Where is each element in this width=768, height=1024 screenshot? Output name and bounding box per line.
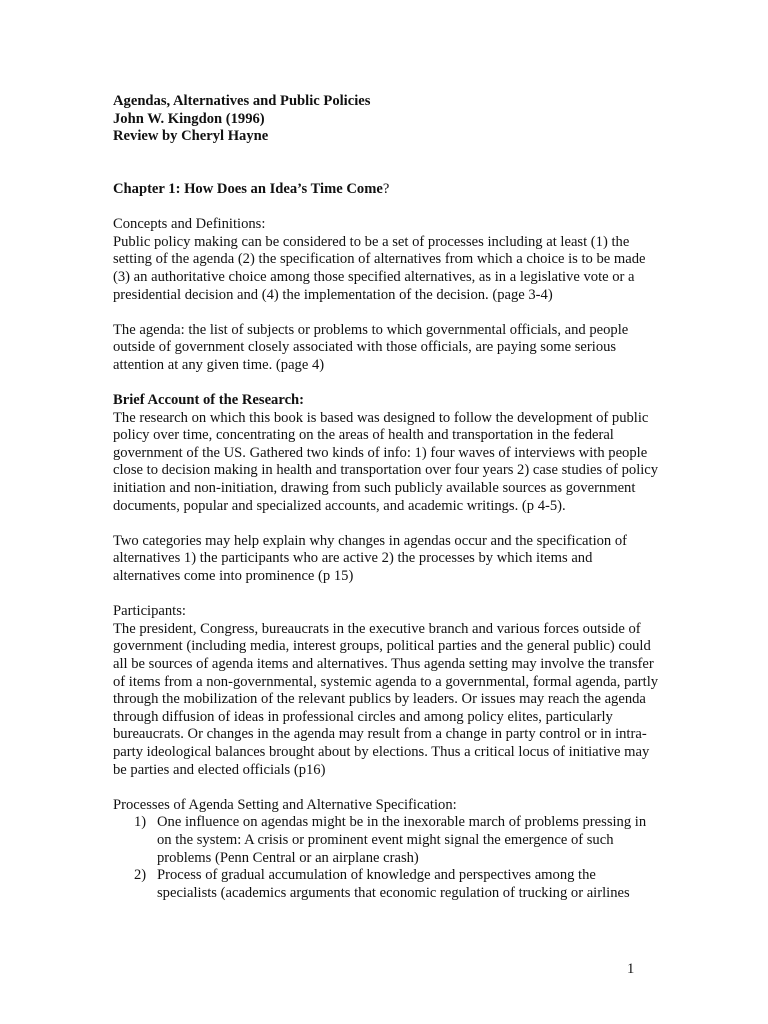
concepts-paragraph-2: The agenda: the list of subjects or problems to which governmental officials, and people outside of government closely associated with those officials, are paying some serious attention at any given time. (page 4) bbox=[113, 321, 629, 373]
research-paragraph-1: The research on which this book is based was designed to follow the development of public policy over time, concentrating on the areas of health and transportation in the federal government of the US. Gathered two kinds of info: 1) four waves of interviews with people close to decision making in health and transportation over four years 2) case studies of policy initiation and non-initiation, drawing from such publicly available sources as government documents, popular and specialized accounts, and academic writings. (p 4-5). bbox=[113, 409, 659, 514]
concepts-label: Concepts and Definitions: bbox=[113, 216, 266, 233]
spacer bbox=[113, 515, 659, 533]
chapter-heading-text: Chapter 1: How Does an Idea’s Time Come bbox=[113, 180, 383, 197]
list-item bbox=[113, 814, 659, 867]
title-block bbox=[113, 93, 659, 146]
chapter-heading-question-mark: ? bbox=[382, 180, 390, 197]
document-author: John W. Kingdon (1996) bbox=[113, 110, 265, 127]
spacer bbox=[113, 199, 659, 217]
list-item-number: 2) bbox=[134, 867, 147, 884]
processes-list bbox=[113, 814, 659, 902]
concepts-paragraph-1: Public policy making can be considered to be a set of processes including at least (1) the setting of the agenda (2) the specification of alternatives from which a choice is to be made (3) an authoritative choice among those specified alternatives, as in a legislative vote or a presidential decision and (4) the implementation of the decision. (page 3-4) bbox=[113, 233, 646, 303]
spacer bbox=[113, 163, 659, 181]
document-page bbox=[113, 93, 659, 902]
processes-label: Processes of Agenda Setting and Alternative Specification: bbox=[113, 796, 457, 813]
document-title: Agendas, Alternatives and Public Policies bbox=[113, 93, 371, 109]
participants-label: Participants: bbox=[113, 603, 186, 620]
list-item bbox=[113, 867, 659, 902]
spacer bbox=[113, 146, 659, 164]
spacer bbox=[113, 375, 659, 393]
spacer bbox=[113, 779, 659, 797]
participants-paragraph: The president, Congress, bureaucrats in the executive branch and various forces outside of government (including media, interest groups, political parties and the general public) could all be sources of agenda items and alternatives. Thus agenda setting may involve the transfer of items from a non-governmental, systemic agenda to a governmental, formal agenda, partly through the mobilization of the relevant publics by leaders. Or issues may reach the agenda through diffusion of ideas in professional circles and among policy elites, particularly bureaucrats. Or changes in the agenda may result from a change in party control or in intra-party ideological balances brought about by elections. Thus a critical locus of initiative may be parties and elected officials (p16) bbox=[113, 620, 659, 778]
page-number: 1 bbox=[627, 961, 635, 977]
chapter-heading bbox=[113, 181, 659, 199]
list-item-text: One influence on agendas might be in the inexorable march of problems pressing in on the system: A crisis or prominent event might signal the emergence of such problems (Penn Central or an airplane crash) bbox=[157, 814, 647, 866]
spacer bbox=[113, 304, 659, 322]
research-heading: Brief Account of the Research: bbox=[113, 392, 305, 409]
research-paragraph-2: Two categories may help explain why changes in agendas occur and the specification of alternatives 1) the participants who are active 2) the processes by which items and alternatives come into prominence (p 15) bbox=[113, 532, 628, 585]
list-item-text: Process of gradual accumulation of knowledge and perspectives among the specialists (academics arguments that economic regulation of trucking or airlines bbox=[157, 867, 630, 901]
spacer bbox=[113, 586, 659, 604]
list-item-number: 1) bbox=[134, 814, 147, 831]
document-reviewer: Review by Cheryl Hayne bbox=[113, 128, 269, 145]
